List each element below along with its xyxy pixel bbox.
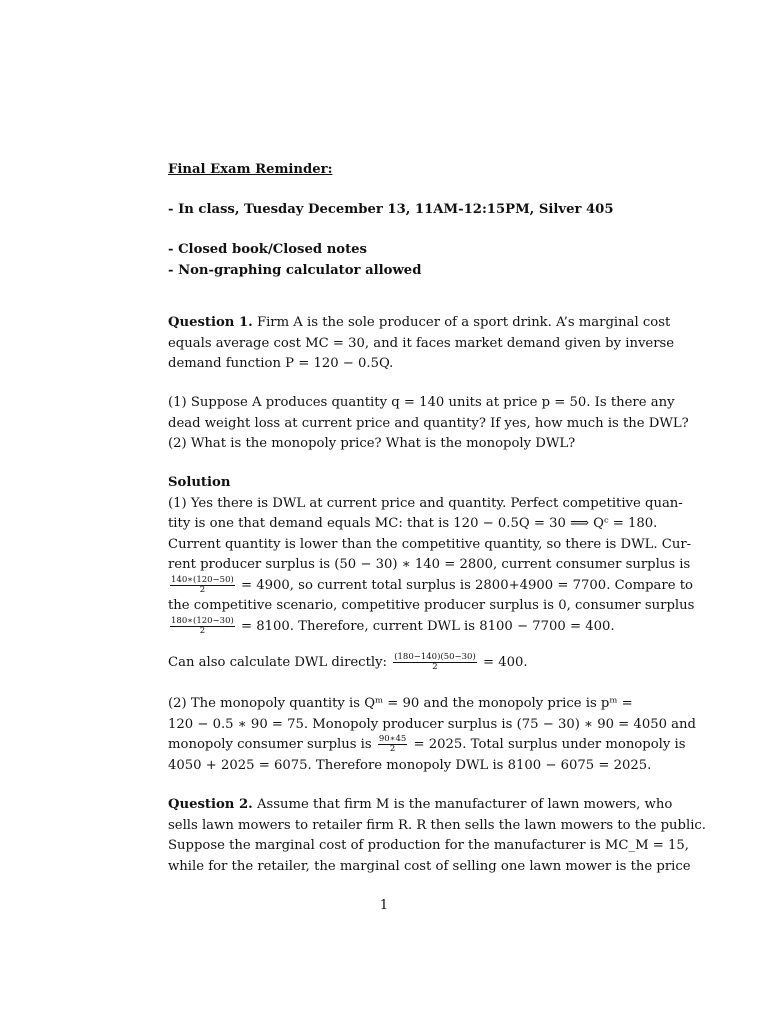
sol-p1-line-5: $\frac{140∗(120-50)}{2}$ = 4900, so current total surplus is 2800+4900 = 7700. Compare to [171, 574, 693, 595]
q1-intro-line-3: demand function P = 120 − 0.5Q. [168, 356, 394, 371]
q2-line-4: while for the retailer, the marginal cost of selling one lawn mower is the price [168, 858, 691, 874]
sol-p2-line-1: (2) The monopoly quantity is Qᵐ = 90 and the monopoly price is pᵐ = [168, 696, 633, 711]
exam-when: - In class, Tuesday December 13, 11AM-12:15PM, Silver 405 [168, 202, 614, 217]
exam-reminder-block [168, 160, 600, 181]
q1-part1-line-2: dead weight loss at current price and quantity? If yes, how much is the DWL? [168, 415, 689, 431]
q1-part2: (2) What is the monopoly price? What is the monopoly DWL? [168, 436, 576, 451]
sol-p1-line-2: tity is one that demand equals MC: that is 120 − 0.5Q = 30 ⟹ Qᶜ = 180. [168, 516, 658, 531]
question-1-parts [168, 393, 689, 455]
question-1-intro [168, 313, 675, 375]
page-number: 1 [379, 898, 389, 913]
q1-intro-line-1: Firm A is the sole producer of a sport drink. A’s marginal cost [256, 315, 671, 330]
sol-p2-line-2: 120 − 0.5 ∗ 90 = 75. Monopoly producer surplus is (75 − 30) ∗ 90 = 4050 and [168, 716, 696, 732]
rule-calculator: - Non-graphing calculator allowed [168, 262, 422, 278]
reminder-title: Final Exam Reminder: [168, 162, 333, 177]
sol-p1-line-1: (1) Yes there is DWL at current price and quantity. Perfect competitive quan- [168, 495, 683, 511]
question-2-label: Question 2. [168, 797, 253, 812]
q2-line-2: sells lawn mowers to retailer firm R. R then sells the lawn mowers to the public. [168, 817, 706, 833]
sol-p1-line-6: the competitive scenario, competitive producer surplus is 0, consumer surplus [168, 598, 695, 613]
q2-line-1: Assume that firm M is the manufacturer of lawn mowers, who [256, 797, 673, 812]
solution-heading: Solution [168, 475, 231, 490]
monopoly-solution [168, 694, 696, 776]
exam-time-line [168, 200, 614, 221]
fraction-competitive-surplus: $\frac{180∗(120-30)}{2}$ [171, 615, 234, 636]
dwl-direct-line: Can also calculate DWL directly: $\frac{(180-140)(50-30)}{2}$ = 400. [168, 652, 528, 672]
question-2 [168, 795, 706, 877]
direct-dwl-text: Can also calculate DWL directly: [168, 655, 387, 670]
fraction-monopoly-cs: $\frac{90∗45}{2}$ [378, 734, 407, 754]
solution-block [168, 473, 695, 637]
q1-part1-line-1: (1) Suppose A produces quantity q = 140 units at price p = 50. Is there any [168, 395, 675, 410]
rule-closed-book: - Closed book/Closed notes [168, 242, 367, 257]
sol-p1-line-4: rent producer surplus is (50 − 30) ∗ 140 = 2800, current consumer surplus is [168, 557, 691, 572]
exam-rules [168, 240, 600, 281]
sol-p2-line-3: monopoly consumer surplus is $\frac{90∗45}{2}$ = 2025. Total surplus under monopoly is [168, 734, 686, 754]
fraction-consumer-surplus: $\frac{140∗(120-50)}{2}$ [171, 574, 234, 595]
q1-intro-line-2: equals average cost MC = 30, and it faces market demand given by inverse [168, 335, 675, 351]
fraction-dwl-direct: $\frac{(180-140)(50-30)}{2}$ [394, 652, 476, 672]
sol-p1-line-7: $\frac{180∗(120-30)}{2}$ = 8100. Therefore, current DWL is 8100 − 7700 = 400. [171, 615, 615, 636]
sol-p1-line-3: Current quantity is lower than the competitive quantity, so there is DWL. Cur- [168, 536, 692, 552]
sol-p2-line-4: 4050 + 2025 = 6075. Therefore monopoly DWL is 8100 − 6075 = 2025. [168, 757, 652, 773]
q2-line-3: Suppose the marginal cost of production for the manufacturer is MC_M = 15, [168, 838, 690, 853]
question-1-label: Question 1. [168, 315, 253, 330]
